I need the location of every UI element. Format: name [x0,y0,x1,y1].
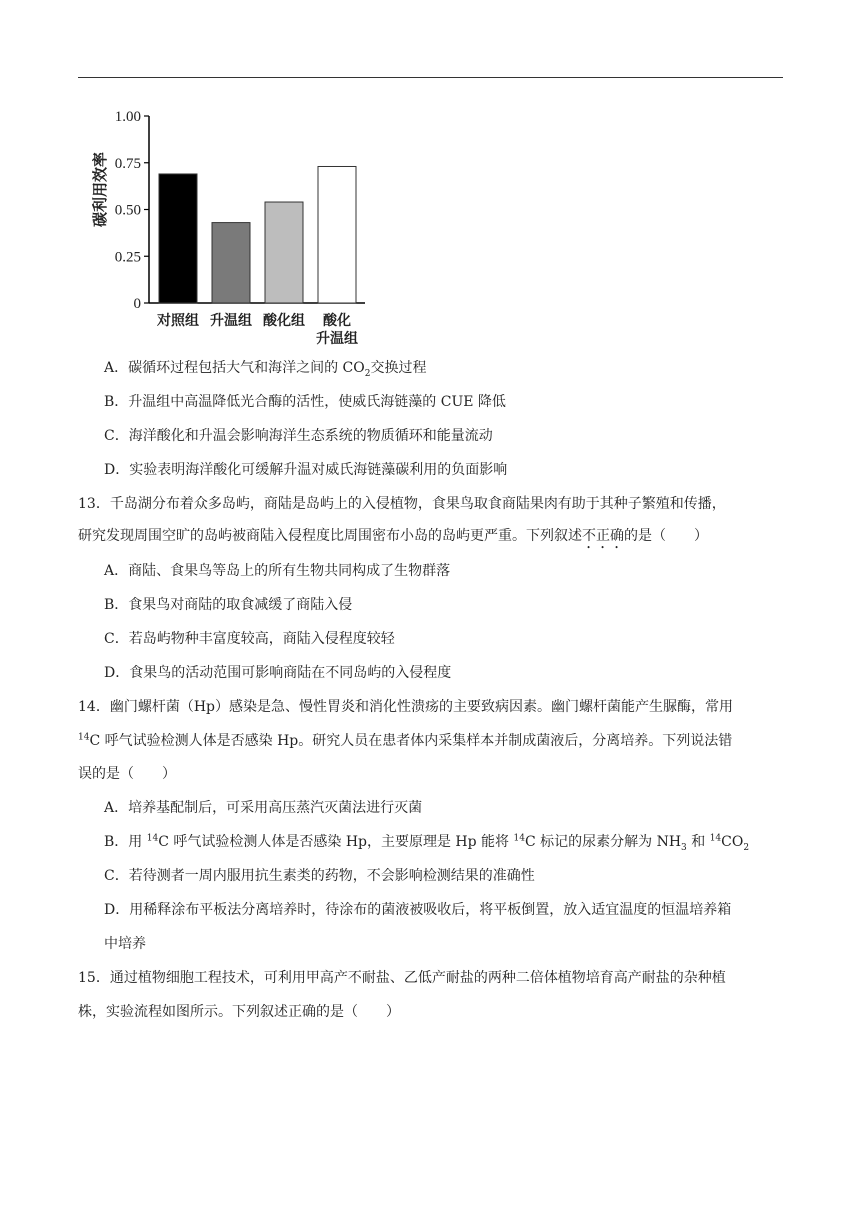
x-tick-label: 酸化 [323,313,351,329]
q15-stem-line2: 株，实验流程如图所示。下列叙述正确的是（ ） [78,1004,400,1020]
x-tick-label: 酸化组 [263,313,305,329]
q12-option-b: B．升温组中高温降低光合酶的活性，使威氏海链藻的 CUE 降低 [104,394,506,410]
y-tick-label: 0.50 [114,202,141,219]
q13-stem-line1: 13．千岛湖分布着众多岛屿，商陆是岛屿上的入侵植物，食果鸟取食商陆果肉有助于其种子繁殖和传播， [78,496,726,512]
q13-option-d: D．食果鸟的活动范围可影响商陆在不同岛屿的入侵程度 [104,665,452,681]
y-tick-label: 0.25 [114,249,141,266]
y-tick-label: 0 [133,296,141,312]
q13-emphasis: 不正确 [582,528,624,544]
bar-1 [159,174,197,303]
q14-option-a: A．培养基配制后，可采用高压蒸汽灭菌法进行灭菌 [104,800,423,816]
q13-stem-line2: 研究发现周围空旷的岛屿被商陆入侵程度比周围密布小岛的岛屿更严重。下列叙述不正确的是（ ） [78,528,708,544]
q15-stem-line1: 15．通过植物细胞工程技术，可利用甲高产不耐盐、乙低产耐盐的两种二倍体植物培育高产耐盐的杂种植 [78,970,726,986]
y-axis-label: 碳利用效率 [91,151,109,228]
bar-4 [318,166,356,303]
x-tick-label: 对照组 [157,313,199,329]
q13-option-c: C．若岛屿物种丰富度较高，商陆入侵程度较轻 [104,631,395,647]
q12-option-d: D．实验表明海洋酸化可缓解升温对威氏海链藻碳利用的负面影响 [104,462,508,478]
q14-stem-line2: $^{14}$C 呼气试验检测人体是否感染 Hp。研究人员在患者体内采集样本并制成菌液后，分离培养。下列说法错 [78,732,733,749]
q14-option-d-line2: 中培养 [104,936,146,952]
y-tick-label: 0.75 [114,155,141,172]
bar-2 [212,223,250,303]
x-tick-label: 升温组 [210,313,252,329]
q14-option-b: B．用 $^{14}$C 呼气试验检测人体是否感染 Hp，主要原理是 Hp 能将 $^{14}$C 标记的尿素分解为 $NH_3$ 和 $^{14}CO_2$ [104,833,750,853]
bar-chart [91,98,385,353]
q14-option-c: C．若待测者一周内服用抗生素类的药物，不会影响检测结果的准确性 [104,868,535,884]
x-tick-label: 升温组 [316,331,358,347]
q14-stem-line3: 误的是（ ） [78,766,176,782]
y-tick-label: 1.00 [114,109,141,125]
q14-stem-line1: 14．幽门螺杆菌（Hp）感染是急、慢性胃炎和消化性溃疡的主要致病因素。幽门螺杆菌能产生脲酶，常用 [78,699,733,715]
q14-option-d-line1: D．用稀释涂布平板法分离培养时，待涂布的菌液被吸收后，将平板倒置，放入适宜温度的恒温培养箱 [104,902,732,918]
q13-option-a: A．商陆、食果鸟等岛上的所有生物共同构成了生物群落 [104,563,451,579]
header-rule [78,77,783,78]
bar-3 [265,202,303,303]
q13-option-b: B．食果鸟对商陆的取食减缓了商陆入侵 [104,597,353,613]
q12-option-c: C．海洋酸化和升温会影响海洋生态系统的物质循环和能量流动 [104,428,493,444]
q12-option-a: A．碳循环过程包括大气和海洋之间的 $CO_2$交换过程 [104,360,427,379]
